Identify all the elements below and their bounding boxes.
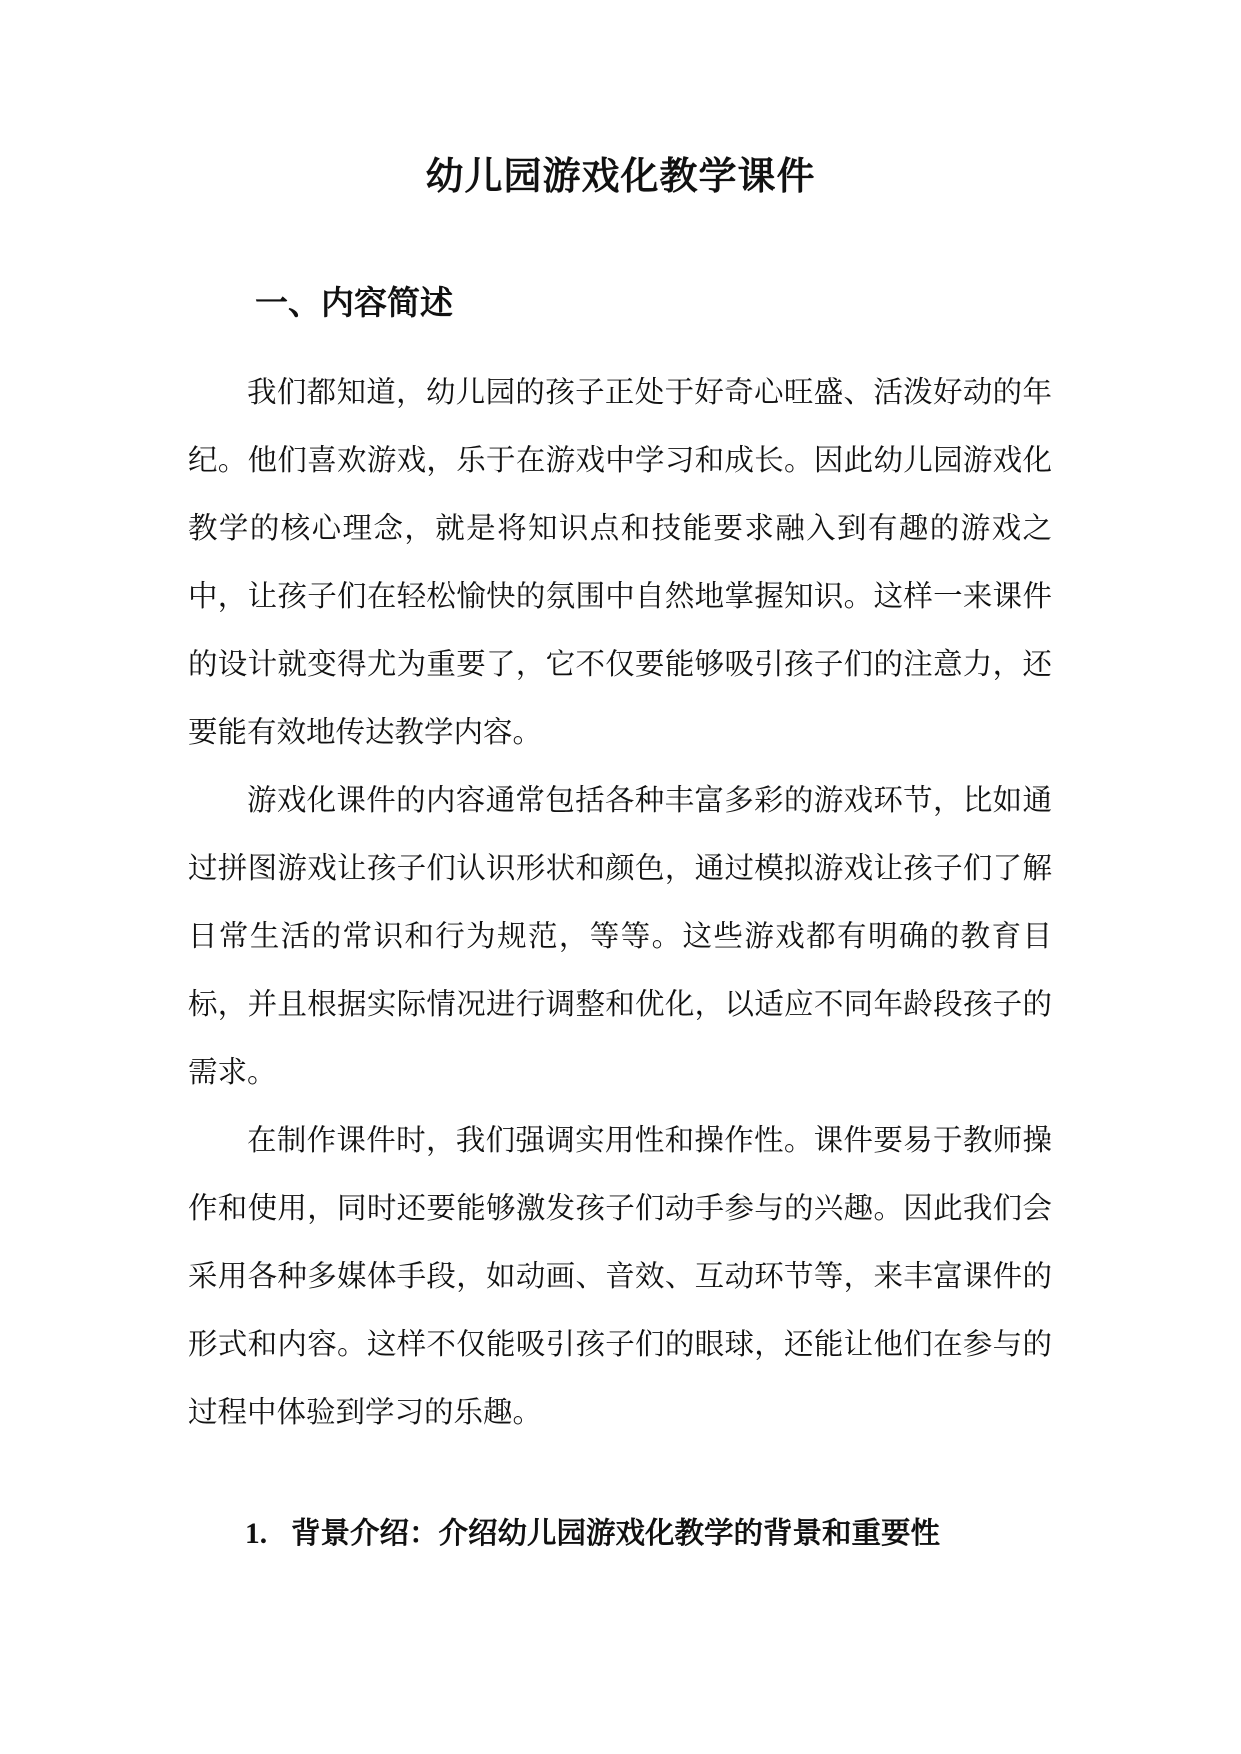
document-title: 幼儿园游戏化教学课件 [425, 153, 816, 198]
section-heading: 一、内容简述 [255, 283, 453, 322]
subheading-number: 1. [245, 1518, 268, 1550]
body-paragraph-2: 游戏化课件的内容通常包括各种丰富多彩的游戏环节，比如通过拼图游戏让孩子们认识形状和颜色，通过模拟游戏让孩子们了解日常生活的常识和行为规范，等等。这些游戏都有明确的教育目标，并且根据实际情况进行调整和优化，以适应不同年龄段孩子的需求。 [188, 783, 1052, 1089]
subheading-text: 背景介绍：介绍幼儿园游戏化教学的背景和重要性 [291, 1515, 941, 1550]
body-paragraph-1: 我们都知道，幼儿园的孩子正处于好奇心旺盛、活泼好动的年纪。他们喜欢游戏，乐于在游戏中学习和成长。因此幼儿园游戏化教学的核心理念，就是将知识点和技能要求融入到有趣的游戏之中，让孩子们在轻松愉快的氛围中自然地掌握知识。这样一来课件的设计就变得尤为重要了，它不仅要能够吸引孩子们的注意力，还要能有效地传达教学内容。 [188, 375, 1052, 749]
body-paragraph-3: 在制作课件时，我们强调实用性和操作性。课件要易于教师操作和使用，同时还要能够激发孩子们动手参与的兴趣。因此我们会采用各种多媒体手段，如动画、音效、互动环节等，来丰富课件的形式和内容。这样不仅能吸引孩子们的眼球，还能让他们在参与的过程中体验到学习的乐趣。 [188, 1123, 1052, 1429]
numbered-subheading [245, 1508, 940, 1559]
